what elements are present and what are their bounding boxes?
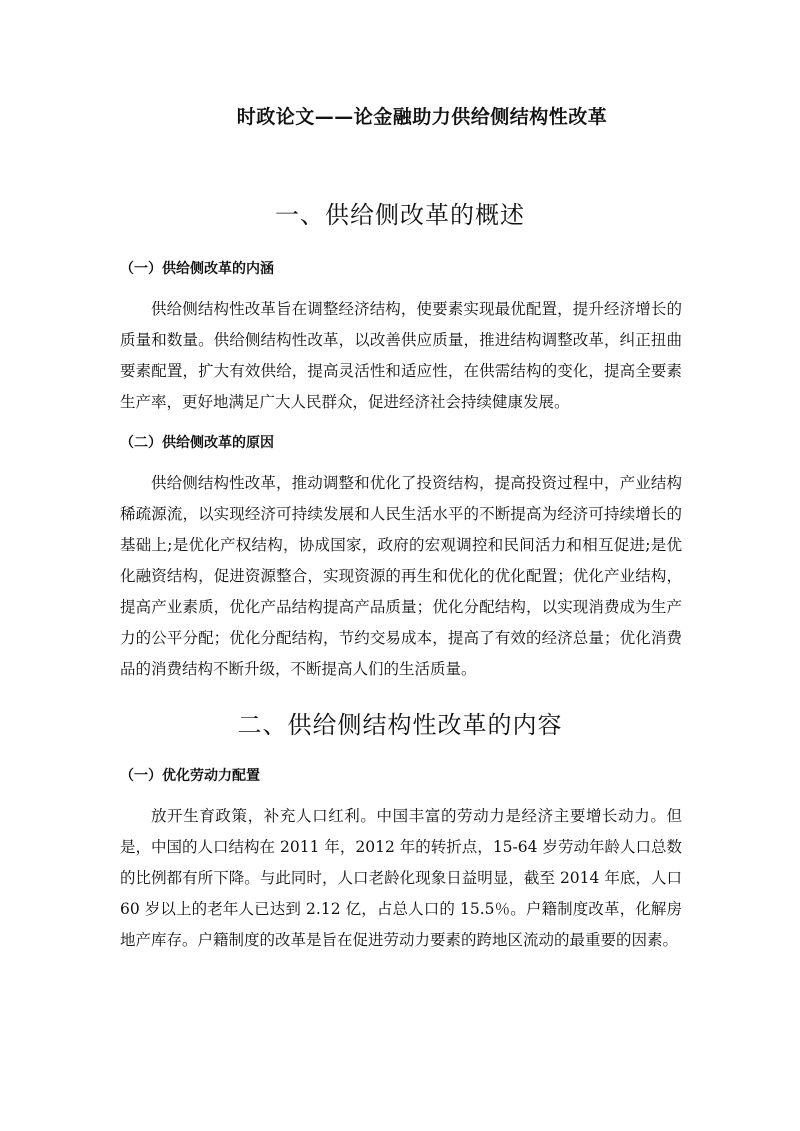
subsection-heading-connotation: （一）供给侧改革的内涵 [120, 261, 274, 277]
section-heading-overview: 一、供给侧改革的概述 [275, 201, 525, 229]
paragraph-reasons: 供给侧结构性改革，推动调整和优化了投资结构，提高投资过程中，产业结构稀疏源流，以实现经济可持续发展和人民生活水平的不断提高为经济可持续增长的基础上;是优化产权结构，协成国家，政府的宏观调控和民间活力和相互促进;是优化融资结构，促进资源整合，实现资源的再生和优化的优化配置；优化产业结构，提高产业素质，优化产品结构提高产品质量；优化分配结构，以实现消费成为生产力的公平分配；优化分配结构，节约交易成本，提高了有效的经济总量；优化消费品的消费结构不断升级，不断提高人们的生活质量。 [120, 474, 682, 678]
subsection-heading-labor: （一）优化劳动力配置 [120, 768, 260, 784]
document-title: 时政论文——论金融助力供给侧结构性改革 [236, 106, 608, 128]
section-heading-content: 二、供给侧结构性改革的内容 [237, 711, 563, 739]
paragraph-labor: 放开生育政策，补充人口红利。中国丰富的劳动力是经济主要增长动力。但是，中国的人口结构在 2011 年，2012 年的转折点，15-64 岁劳动年龄人口总数的比例都有所下降。与此同时，人口老龄化现象日益明显，截至 2014 年底，人口 60 岁以上的老年人已达到 2.12 亿，占总人口的 15.5％。户籍制度改革，化解房地产库存。户籍制度的改革是旨在促进劳动力要素的跨地区流动的最重要的因素。 [120, 807, 682, 949]
subsection-heading-reasons: （二）供给侧改革的原因 [120, 435, 274, 451]
paragraph-connotation: 供给侧结构性改革旨在调整经济结构，使要素实现最优配置，提升经济增长的质量和数量。供给侧结构性改革，以改善供应质量，推进结构调整改革，纠正扭曲要素配置，扩大有效供给，提高灵活性和适应性，在供需结构的变化，提高全要素生产率，更好地满足广大人民群众，促进经济社会持续健康发展。 [120, 300, 682, 411]
